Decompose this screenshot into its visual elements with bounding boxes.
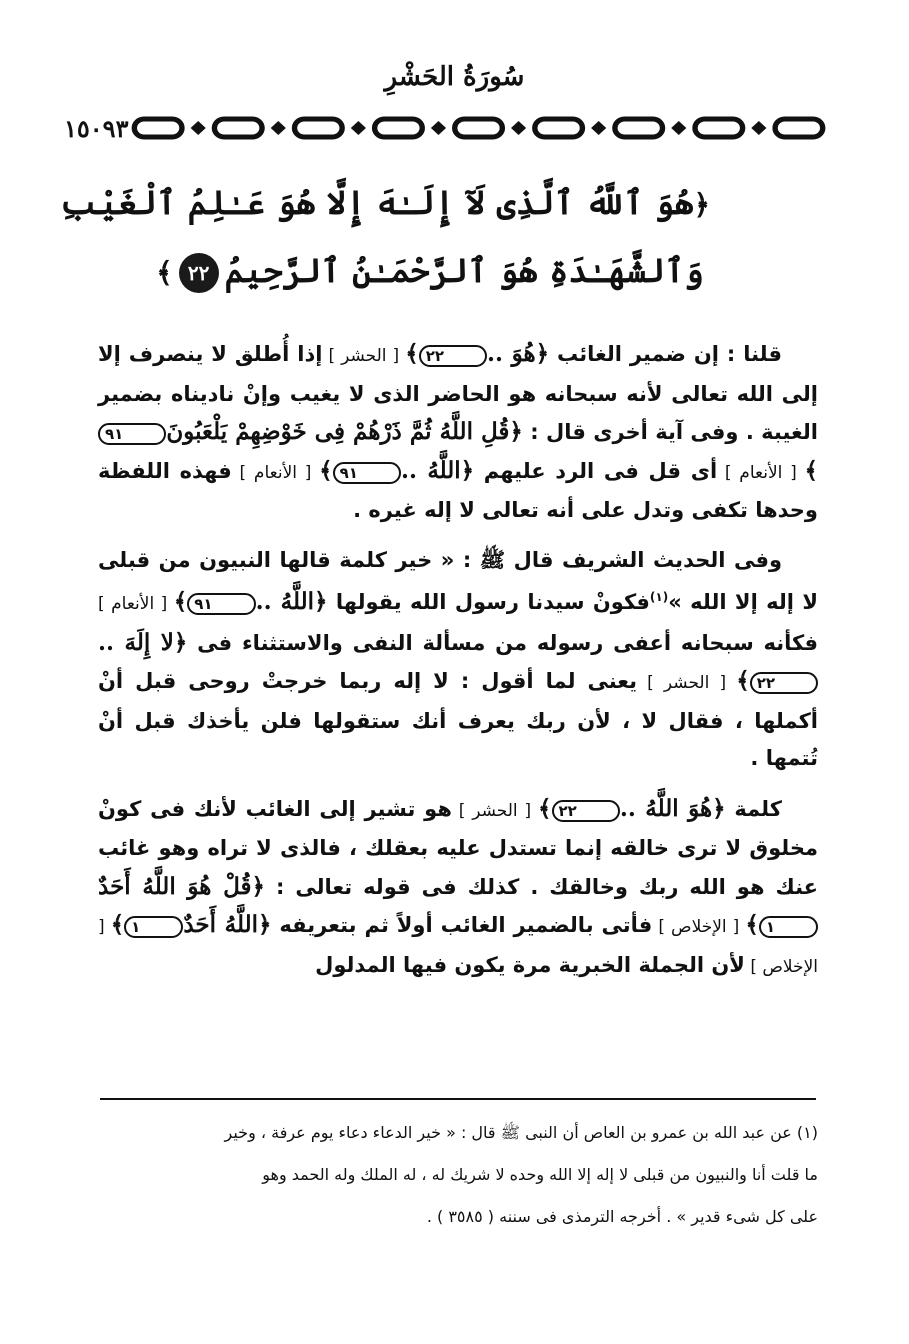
body-text-segment: وفى الحديث الشريف قال ﷺ : « خير كلمة قالها النبيون من قبلى لا إله إلا الله »	[98, 547, 818, 614]
body-text-segment: لأن الجملة الخبرية مرة يكون فيها المدلول	[315, 952, 745, 977]
verse-number-badge: ٢٢	[419, 345, 487, 367]
verse-number-badge: ١	[124, 916, 183, 938]
ayah-number-badge: ٢٢	[179, 253, 219, 293]
body-text-segment: يعنى لما أقول : لا إله ربما خرجتْ روحى قبل أنْ أكملها ، فقال لا ، لأن ربك يعرف أنك ستقولها فلن يأخذك قبل أنْ تُتمها .	[98, 669, 818, 770]
quran-quote: ﴾	[173, 588, 188, 615]
quran-quote: ﴾	[405, 340, 419, 367]
paragraph	[98, 542, 818, 778]
page-number: ١٥٠٩٣	[64, 113, 129, 143]
quran-quote: ﴿اللَّهُ ..	[255, 588, 328, 615]
verse-number-badge: ٢٢	[552, 800, 620, 822]
verse-open-ornament: ﴿	[693, 188, 710, 221]
quran-quote: ﴿هُوَ اللَّهُ ..	[619, 794, 726, 822]
verse-text-2: وَٱلشَّهَـٰدَةِ هُوَ ٱلرَّحْمَـٰنُ ٱلرَّحِيمُ	[224, 251, 704, 290]
body-text-segment: فكأنه سبحانه أعفى رسوله من مسألة النفى والاستثناء فى	[187, 630, 818, 655]
body-text-segment: فكونْ سيدنا رسول الله يقولها	[327, 590, 650, 614]
footnotes	[96, 1112, 818, 1238]
header-ornament-band	[62, 112, 834, 144]
quran-quote: ﴿اللَّهُ ..	[400, 456, 475, 484]
surah-reference: [ الأنعام ]	[231, 462, 320, 483]
quran-verse	[60, 170, 710, 306]
verse-close-ornament: ﴾	[156, 256, 173, 289]
paragraph	[98, 335, 818, 530]
quran-quote: ﴿قُلْ هُوَ اللَّهُ أَحَدٌ	[98, 872, 265, 900]
quran-quote: ﴾	[745, 911, 759, 938]
quran-quote: ﴾	[538, 794, 552, 822]
body-text-segment: إذا أُطلق لا ينصرف إلا إلى الله تعالى لأنه سبحانه هو الحاضر الذى لا يغيب وإنْ ناديناه بضمير الغيبة . وفى آية أخرى قال :	[98, 342, 818, 444]
surah-reference: [ الحشر ]	[451, 800, 539, 821]
surah-reference: [ الأنعام ]	[717, 462, 805, 483]
verse-text-1: هُوَ ٱللَّهُ ٱلَّذِى لَآ إِلَـٰهَ إِلَّا هُوَ عَـٰلِمُ ٱلْغَيْبِ	[60, 183, 694, 222]
verse-number-badge: ٢٢	[750, 672, 818, 694]
surah-reference: [ الحشر ]	[637, 673, 737, 693]
footnote-line: على كل شىء قدير » . أخرجه الترمذى فى سننه ( ٣٥٨٥ ) .	[426, 1207, 818, 1226]
footnote-line: ما قلت أنا والنبيون من قبلى لا إله إلا الله وحده لا شريك له ، له الملك وله الحمد وهو	[262, 1165, 818, 1184]
surah-reference: [ الحشر ]	[322, 346, 406, 366]
quran-quote: ﴿لا إِلَهَ ..	[98, 628, 188, 656]
paragraph	[98, 790, 818, 987]
footnote-line: (١) عن عبد الله بن عمرو بن العاص أن النبى ﷺ قال : « خير الدعاء دعاء يوم عرفة ، وخير	[224, 1123, 818, 1142]
quran-quote: ﴿هُوَ ..	[487, 340, 550, 367]
quran-quote: ﴾	[319, 456, 333, 484]
surah-reference: [ الإخلاص ]	[652, 917, 746, 937]
verse-number-badge: ٩١	[333, 462, 401, 484]
quran-quote: ﴾	[804, 456, 818, 484]
verse-line-2	[150, 238, 710, 306]
body-text-segment: كلمة	[725, 796, 782, 821]
body-text-segment: فهذه اللفظة وحدها تكفى وتدل على أنه تعالى لا إله غيره .	[98, 458, 818, 522]
chain-ornament-icon	[130, 112, 834, 144]
verse-number-badge: ١	[759, 916, 818, 938]
verse-line-1	[60, 170, 710, 238]
body-text-segment: فأتى بالضمير الغائب أولاً ثم بتعريفه	[271, 913, 653, 937]
body-text-segment: هو تشير إلى الغائب لأنك فى كونْ مخلوق لا ترى خالقه إنما تستدل عليه بعقلك ، فالذى لا تراه وهو غائب عنك هو الله ربك وخالقك . كذلك فى قوله تعالى :	[98, 796, 818, 899]
footnote-marker: (١)	[649, 590, 669, 604]
body-text-segment: قلنا : إن ضمير الغائب	[549, 342, 782, 366]
quran-quote: ﴿قُلِ اللَّهُ ثُمَّ ذَرْهُمْ فِى خَوْضِهِمْ يَلْعَبُونَ	[166, 418, 523, 445]
commentary-body	[98, 335, 818, 998]
body-text-segment: أى قل فى الرد عليهم	[474, 458, 718, 483]
quran-quote: ﴾	[736, 667, 750, 694]
verse-number-badge: ٩١	[98, 423, 166, 445]
quran-quote: ﴾	[110, 911, 125, 938]
surah-title: سُورَةُ الحَشْرِ	[384, 62, 525, 92]
surah-reference: [ الإخلاص ]	[98, 917, 818, 977]
verse-number-badge: ٩١	[187, 593, 255, 615]
surah-reference: [ الأنعام ]	[98, 594, 174, 614]
quran-quote: ﴿اللَّهُ أَحَدٌ	[183, 911, 272, 938]
footnote-divider	[100, 1098, 816, 1100]
